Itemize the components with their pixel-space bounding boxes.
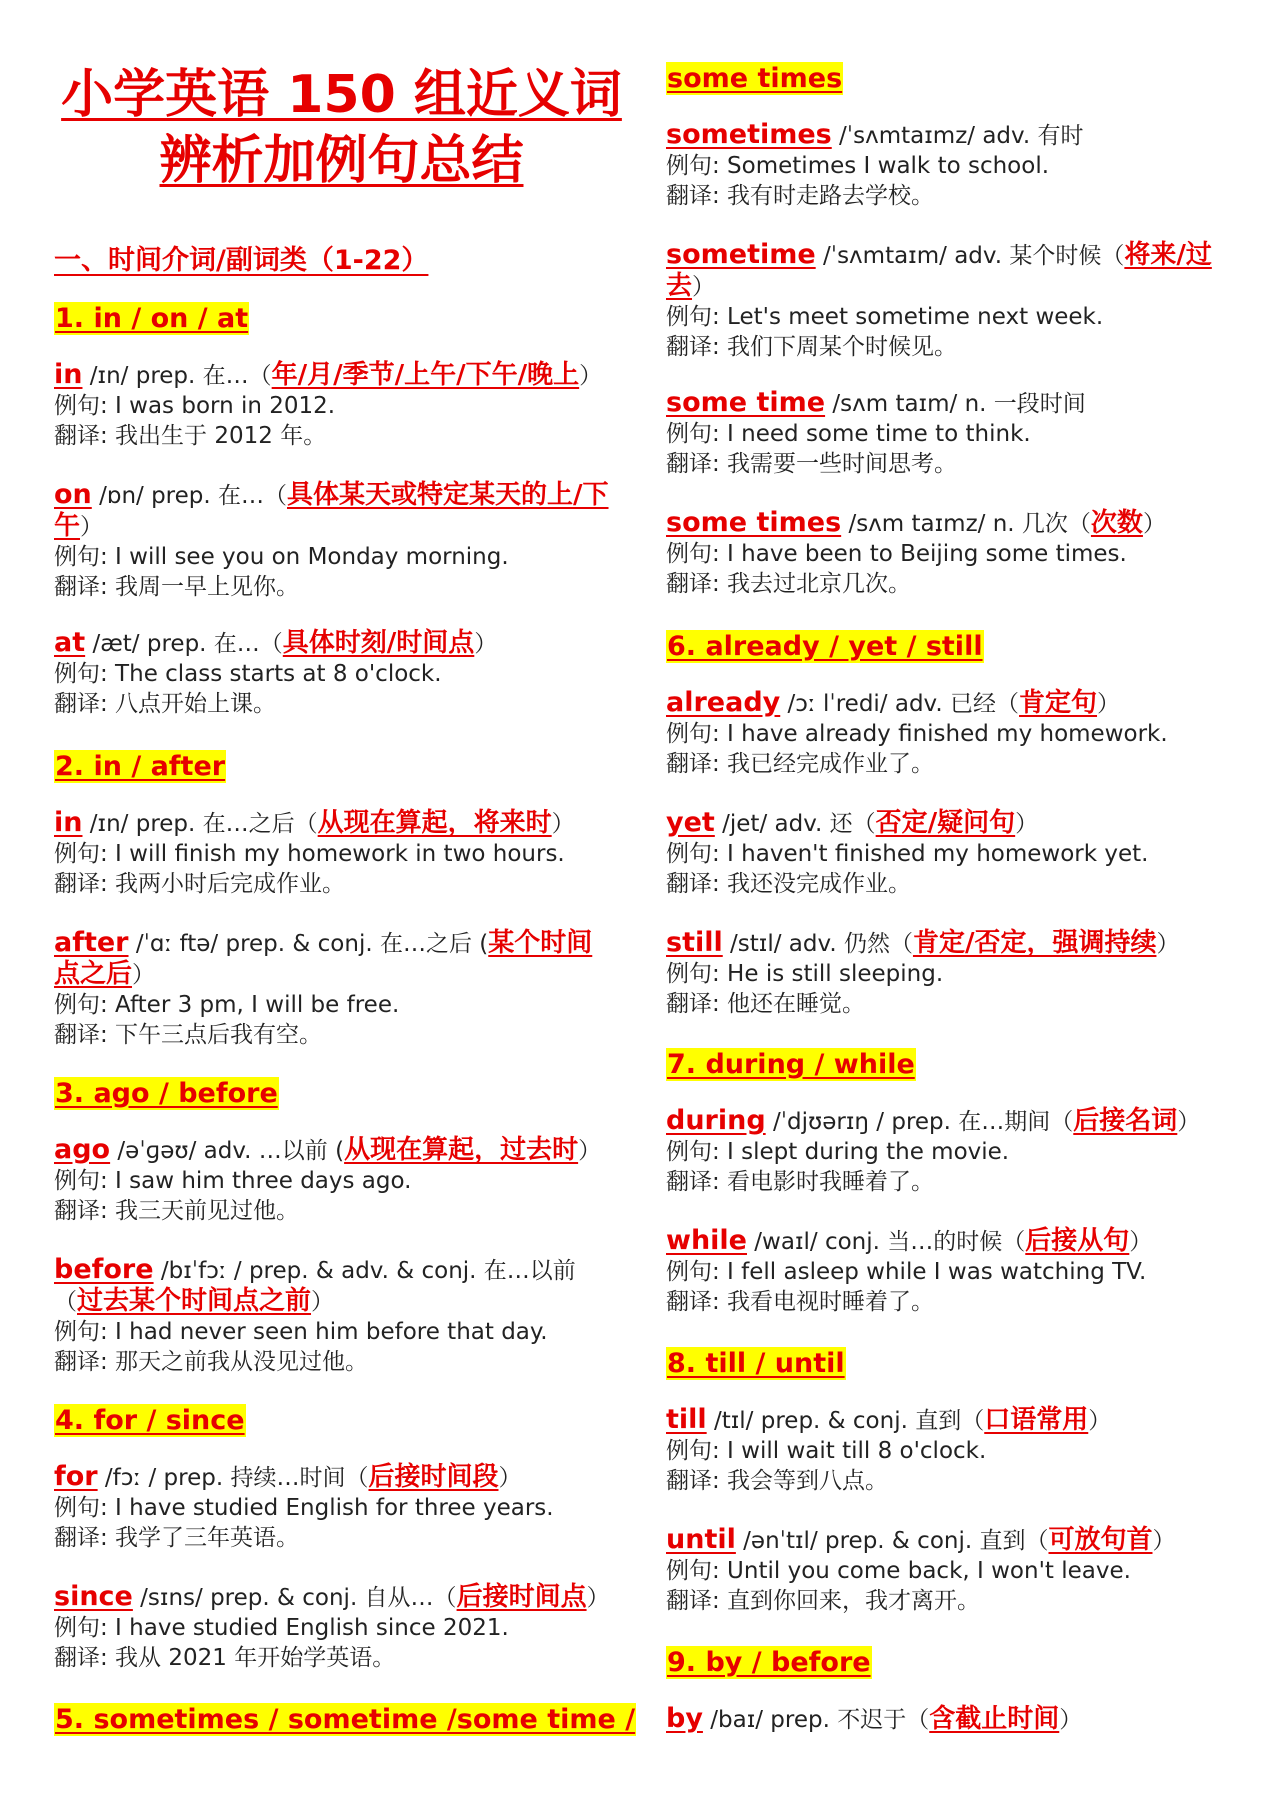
entry-definition: /əˈɡəʊ/ adv. …以前 ( (110, 1138, 345, 1164)
example-line (666, 839, 1148, 869)
translation-line (54, 869, 575, 899)
example-line (666, 1257, 1152, 1287)
entry-definition: /ˈɑː ftə/ prep. & conj. 在…之后 ( (128, 931, 489, 957)
translation-text: 我去过北京几次。 (719, 571, 912, 597)
group-heading-8: 8. till / until (667, 1348, 845, 1379)
example-sentence: I slept during the movie. (719, 1139, 1010, 1165)
usage-note: 否定/疑问句 (875, 808, 1016, 838)
translation-label: 翻译: (666, 1468, 720, 1494)
entry-head (666, 388, 1086, 419)
translation-text: 我学了三年英语。 (107, 1525, 300, 1551)
example-label: 例句: (666, 961, 720, 987)
translation-text: 八点开始上课。 (107, 691, 277, 717)
translation-line (666, 332, 1212, 362)
translation-text: 我会等到八点。 (719, 1468, 889, 1494)
entry-definition: /sʌm taɪm/ n. 一段时间 (825, 391, 1086, 417)
translation-label: 翻译: (666, 1289, 720, 1315)
entry-word: while (666, 1225, 747, 1256)
entry-in-2 (54, 808, 575, 899)
translation-label: 翻译: (666, 1588, 720, 1614)
example-sentence: I saw him three days ago. (107, 1168, 412, 1194)
translation-label: 翻译: (666, 451, 720, 477)
example-sentence: He is still sleeping. (719, 961, 944, 987)
entry-definition: /bɪˈfɔː / prep. & adv. & conj. 在…以前 (153, 1258, 576, 1284)
entry-head (666, 1226, 1152, 1257)
group-heading-3: 3. ago / before (55, 1078, 278, 1109)
translation-line (666, 1167, 1200, 1197)
close-paren: ） (692, 274, 716, 300)
example-label: 例句: (666, 304, 720, 330)
example-sentence: After 3 pm, I will be free. (107, 992, 400, 1018)
entry-head (54, 1255, 576, 1286)
translation-line (666, 449, 1086, 479)
translation-text: 我从 2021 年开始学英语。 (107, 1645, 396, 1671)
entry-since (54, 1582, 610, 1673)
example-line (666, 959, 1179, 989)
close-paren: ） (1129, 1229, 1153, 1255)
example-sentence: I will see you on Monday morning. (107, 544, 509, 570)
translation-label: 翻译: (666, 183, 720, 209)
translation-text: 下午三点后我有空。 (107, 1022, 323, 1048)
example-label: 例句: (666, 1438, 720, 1464)
translation-text: 我有时走路去学校。 (719, 183, 935, 209)
entry-head-cont (54, 511, 609, 542)
usage-note: 后接时间点 (456, 1582, 587, 1612)
entry-word: by (666, 1703, 703, 1734)
entry-word: till (666, 1404, 707, 1435)
entry-head (54, 1582, 610, 1613)
entry-head (54, 1135, 601, 1166)
example-label: 例句: (54, 544, 108, 570)
entry-already (666, 688, 1168, 779)
usage-note: 将来/过 (1124, 240, 1212, 270)
example-line (54, 542, 609, 572)
usage-note: 后接名词 (1073, 1106, 1178, 1136)
entry-word: until (666, 1524, 736, 1555)
example-line (54, 1317, 576, 1347)
example-sentence: I fell asleep while I was watching TV. (719, 1259, 1147, 1285)
usage-note: 后接时间段 (368, 1462, 499, 1492)
example-sentence: I have been to Beijing some times. (719, 541, 1127, 567)
page-title (54, 62, 629, 194)
entry-head (54, 360, 602, 391)
entry-while (666, 1226, 1152, 1317)
example-label: 例句: (54, 1495, 108, 1521)
example-line (666, 419, 1086, 449)
example-line (54, 839, 575, 869)
entry-definition: /ɔː lˈredi/ adv. 已经（ (780, 691, 1020, 717)
translation-text: 我出生于 2012 年。 (107, 423, 327, 449)
translation-label: 翻译: (54, 871, 108, 897)
entry-yet (666, 808, 1148, 899)
entry-word: on (54, 479, 92, 510)
close-paren: ） (80, 514, 104, 540)
translation-label: 翻译: (54, 423, 108, 449)
translation-label: 翻译: (666, 571, 720, 597)
close-paren: ） (1015, 811, 1039, 837)
close-paren: ） (498, 1465, 522, 1491)
translation-line (666, 569, 1166, 599)
entry-head (54, 480, 609, 511)
translation-label: 翻译: (54, 1645, 108, 1671)
open-paren: （ (54, 1289, 77, 1315)
translation-text: 我们下周某个时候见。 (719, 334, 958, 360)
usage-note: 年/月/季节/上午/下午/晚上 (271, 360, 580, 390)
usage-note: 次数 (1090, 508, 1143, 538)
example-label: 例句: (54, 661, 108, 687)
translation-label: 翻译: (666, 1169, 720, 1195)
entry-still (666, 928, 1179, 1019)
entry-definition: /fɔː / prep. 持续…时间（ (97, 1465, 369, 1491)
example-sentence: Let's meet sometime next week. (719, 304, 1104, 330)
translation-line (666, 869, 1148, 899)
group-heading-5: 5. sometimes / sometime /some time / (55, 1704, 636, 1735)
translation-label: 翻译: (666, 991, 720, 1017)
entry-word: some times (666, 507, 842, 538)
translation-label: 翻译: (666, 751, 720, 777)
entry-definition: /tɪl/ prep. & conj. 直到（ (706, 1408, 985, 1434)
example-sentence: I will wait till 8 o'clock. (719, 1438, 987, 1464)
example-line (54, 1493, 554, 1523)
entry-word: some time (666, 387, 826, 418)
example-sentence: I need some time to think. (719, 421, 1031, 447)
entry-definition: /ˈdjʊərɪŋ / prep. 在…期间（ (765, 1109, 1074, 1135)
translation-text: 我周一早上见你。 (107, 574, 300, 600)
entry-till (666, 1405, 1111, 1496)
translation-label: 翻译: (54, 691, 108, 717)
translation-text: 我看电视时睡着了。 (719, 1289, 935, 1315)
close-paren: ） (586, 1585, 610, 1611)
translation-line (666, 1586, 1176, 1616)
entry-in-1 (54, 360, 602, 451)
entry-until (666, 1525, 1176, 1616)
entry-sometime (666, 240, 1212, 362)
group-heading-2: 2. in / after (55, 751, 226, 782)
example-sentence: Until you come back, I won't leave. (719, 1558, 1131, 1584)
entry-definition: /ɒn/ prep. 在…（ (91, 483, 288, 509)
usage-note: 具体时刻/时间点 (282, 628, 475, 658)
example-line (54, 1613, 610, 1643)
translation-line (666, 181, 1083, 211)
entry-during (666, 1106, 1200, 1197)
entry-ago (54, 1135, 601, 1226)
close-paren: ） (1059, 1707, 1083, 1733)
example-label: 例句: (54, 393, 108, 419)
entry-head (666, 1106, 1200, 1137)
translation-label: 翻译: (54, 1349, 108, 1375)
entry-definition: /ˈsʌmtaɪm/ adv. 某个时候（ (815, 243, 1125, 269)
entry-word: yet (666, 807, 715, 838)
example-label: 例句: (666, 421, 720, 447)
entry-head (54, 928, 592, 959)
entry-at (54, 628, 497, 719)
example-sentence: I was born in 2012. (107, 393, 336, 419)
entry-definition: /ɪn/ prep. 在…（ (82, 363, 272, 389)
example-sentence: I had never seen him before that day. (107, 1319, 548, 1345)
entry-head (666, 1405, 1111, 1436)
entry-head (666, 928, 1179, 959)
example-label: 例句: (666, 1139, 720, 1165)
example-label: 例句: (54, 1168, 108, 1194)
translation-line (54, 1643, 610, 1673)
entry-on (54, 480, 609, 602)
close-paren: ） (311, 1289, 335, 1315)
usage-note: 过去某个时间点之前 (77, 1286, 312, 1316)
translation-line (54, 1196, 601, 1226)
translation-text: 看电影时我睡着了。 (719, 1169, 935, 1195)
example-line (666, 1556, 1176, 1586)
translation-line (54, 1523, 554, 1553)
usage-note: 从现在算起，将来时 (317, 808, 552, 838)
translation-line (54, 572, 609, 602)
example-line (54, 990, 592, 1020)
usage-note: 从现在算起，过去时 (344, 1135, 579, 1165)
entry-head-cont (54, 959, 592, 990)
translation-line (54, 421, 602, 451)
example-line (666, 1137, 1200, 1167)
entry-definition: /jet/ adv. 还（ (714, 811, 876, 837)
usage-note-cont: 去 (666, 271, 693, 301)
group-heading-4: 4. for / since (55, 1405, 245, 1436)
entry-head (666, 120, 1083, 151)
example-label: 例句: (666, 1259, 720, 1285)
usage-note-cont: 点之后 (54, 959, 133, 989)
entry-word: for (54, 1461, 98, 1492)
translation-text: 我需要一些时间思考。 (719, 451, 958, 477)
example-label: 例句: (666, 1558, 720, 1584)
translation-line (666, 1287, 1152, 1317)
entry-before-1 (54, 1255, 576, 1377)
entry-head (54, 1462, 554, 1493)
entry-word: in (54, 807, 83, 838)
translation-label: 翻译: (54, 1525, 108, 1551)
close-paren: ） (578, 1138, 602, 1164)
translation-text: 他还在睡觉。 (719, 991, 866, 1017)
example-sentence: I have already finished my homework. (719, 721, 1168, 747)
entry-definition: /waɪl/ conj. 当…的时候（ (747, 1229, 1026, 1255)
entry-definition: /æt/ prep. 在…（ (85, 631, 283, 657)
translation-text: 我已经完成作业了。 (719, 751, 935, 777)
entry-word: already (666, 687, 781, 718)
entry-sometimes (666, 120, 1083, 211)
entry-word: ago (54, 1134, 111, 1165)
close-paren: ） (132, 962, 156, 988)
example-sentence: I have studied English since 2021. (107, 1615, 509, 1641)
translation-label: 翻译: (54, 1198, 108, 1224)
entry-some-time (666, 388, 1086, 479)
translation-label: 翻译: (54, 574, 108, 600)
entry-head (666, 1704, 1082, 1735)
entry-word: after (54, 927, 129, 958)
entry-head (666, 1525, 1176, 1556)
group-heading-1: 1. in / on / at (55, 303, 249, 334)
example-line (54, 391, 602, 421)
usage-note: 含截止时间 (929, 1704, 1060, 1734)
entry-word: sometime (666, 239, 816, 270)
entry-definition: /baɪ/ prep. 不迟于（ (702, 1707, 930, 1733)
example-line (666, 151, 1083, 181)
entry-definition: /sɪns/ prep. & conj. 自从…（ (132, 1585, 457, 1611)
example-line (666, 302, 1212, 332)
entry-head (54, 628, 497, 659)
usage-note: 可放句首 (1048, 1525, 1153, 1555)
group-heading-7: 7. during / while (667, 1049, 915, 1080)
translation-line (54, 1347, 576, 1377)
entry-definition: /ˈsʌmtaɪmz/ adv. 有时 (831, 123, 1084, 149)
entry-head (666, 240, 1212, 271)
translation-line (666, 1466, 1111, 1496)
group-heading-5-cont: some times (667, 63, 843, 94)
example-label: 例句: (54, 1319, 108, 1345)
entry-definition: /ɪn/ prep. 在…之后（ (82, 811, 318, 837)
entry-word: still (666, 927, 723, 958)
entry-word: before (54, 1254, 154, 1285)
entry-after (54, 928, 592, 1050)
close-paren: ） (579, 363, 603, 389)
translation-label: 翻译: (54, 1022, 108, 1048)
entry-head (666, 808, 1148, 839)
translation-text: 我还没完成作业。 (719, 871, 912, 897)
title-line-2: 辨析加例句总结 (159, 131, 524, 191)
close-paren: ） (1152, 1528, 1176, 1554)
example-label: 例句: (54, 841, 108, 867)
entry-definition: /ənˈtɪl/ prep. & conj. 直到（ (735, 1528, 1049, 1554)
close-paren: ） (1142, 511, 1166, 537)
example-line (666, 719, 1168, 749)
usage-note: 肯定句 (1019, 688, 1098, 718)
example-sentence: The class starts at 8 o'clock. (107, 661, 442, 687)
usage-note: 口语常用 (984, 1405, 1089, 1435)
entry-word: at (54, 627, 86, 658)
translation-text: 那天之前我从没见过他。 (107, 1349, 369, 1375)
close-paren: ） (551, 811, 575, 837)
example-sentence: I will finish my homework in two hours. (107, 841, 565, 867)
entry-head-cont (666, 271, 1212, 302)
example-label: 例句: (666, 841, 720, 867)
translation-line (666, 749, 1168, 779)
close-paren: ） (1088, 1408, 1112, 1434)
group-heading-9: 9. by / before (667, 1647, 871, 1678)
translation-line (54, 1020, 592, 1050)
example-line (54, 1166, 601, 1196)
entry-definition: /stɪl/ adv. 仍然（ (722, 931, 913, 957)
title-line-1: 小学英语 150 组近义词 (61, 65, 622, 125)
translation-text: 直到你回来，我才离开。 (719, 1588, 981, 1614)
entry-word: sometimes (666, 119, 832, 150)
example-line (666, 539, 1166, 569)
usage-note-cont: 午 (54, 511, 81, 541)
example-label: 例句: (54, 1615, 108, 1641)
close-paren: ） (1097, 691, 1121, 717)
translation-label: 翻译: (666, 334, 720, 360)
example-label: 例句: (666, 541, 720, 567)
entry-head (666, 688, 1168, 719)
entry-for (54, 1462, 554, 1553)
section-heading: 一、时间介词/副词类（1-22） (54, 245, 429, 276)
example-sentence: I have studied English for three years. (107, 1495, 554, 1521)
usage-note: 某个时间 (488, 928, 593, 958)
group-heading-6: 6. already / yet / still (667, 631, 983, 662)
usage-note: 具体某天或特定某天的上/下 (287, 480, 609, 510)
entry-some-times (666, 508, 1166, 599)
usage-note: 肯定/否定，强调持续 (912, 928, 1157, 958)
translation-label: 翻译: (666, 871, 720, 897)
example-label: 例句: (54, 992, 108, 1018)
translation-text: 我三天前见过他。 (107, 1198, 300, 1224)
entry-head-cont (54, 1286, 576, 1317)
translation-line (666, 989, 1179, 1019)
example-sentence: I haven't finished my homework yet. (719, 841, 1149, 867)
entry-word: since (54, 1581, 133, 1612)
entry-definition: /sʌm taɪmz/ n. 几次（ (841, 511, 1091, 537)
example-label: 例句: (666, 721, 720, 747)
entry-word: in (54, 359, 83, 390)
entry-by (666, 1704, 1082, 1735)
close-paren: ） (1177, 1109, 1201, 1135)
close-paren: ） (1156, 931, 1180, 957)
translation-line (54, 689, 497, 719)
close-paren: ） (474, 631, 498, 657)
example-line (54, 659, 497, 689)
entry-word: during (666, 1105, 766, 1136)
translation-text: 我两小时后完成作业。 (107, 871, 346, 897)
example-label: 例句: (666, 153, 720, 179)
example-line (666, 1436, 1111, 1466)
entry-head (666, 508, 1166, 539)
entry-head (54, 808, 575, 839)
usage-note: 后接从句 (1025, 1226, 1130, 1256)
example-sentence: Sometimes I walk to school. (719, 153, 1050, 179)
